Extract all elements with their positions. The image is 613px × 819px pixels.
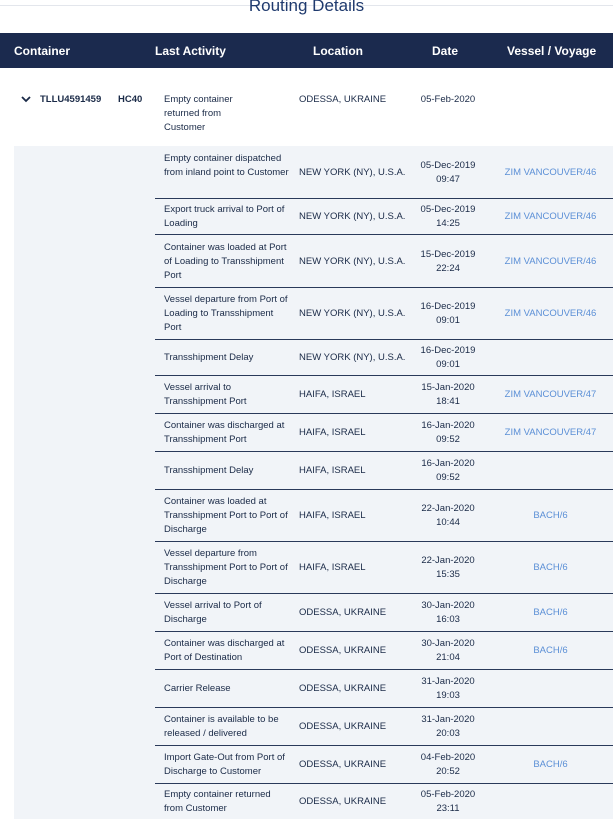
event-date-time: 16:03 [436,614,460,625]
event-row [155,146,613,199]
event-activity: Vessel arrival to Port of Discharge [164,600,262,625]
event-activity: Container was discharged at Transshipment Port [164,420,285,445]
event-date-day: 16-Dec-2019 [420,301,476,312]
vessel-voyage-link[interactable]: ZIM VANCOUVER/46 [504,166,597,178]
event-date-time: 22:24 [436,262,460,274]
event-location: NEW YORK (NY), U.S.A. [299,255,406,267]
event-activity: Empty container dispatched from inland point to Customer [164,152,289,178]
event-activity: Carrier Release [164,683,231,694]
vessel-voyage-link[interactable]: ZIM VANCOUVER/46 [504,255,597,267]
event-date [408,554,488,582]
event-date-day: 15-Dec-2019 [420,248,476,260]
event-location: HAIFA, ISRAEL [299,510,366,521]
event-date-day: 04-Feb-2020 [420,752,476,763]
event-row [155,340,613,376]
event-row [155,594,613,632]
event-row [155,670,613,708]
event-date [408,381,488,409]
event-date-day: 22-Jan-2020 [421,555,475,566]
event-date-time: 21:04 [436,652,460,663]
event-date-time: 15:35 [436,569,460,580]
event-date-time: 09:52 [436,472,460,483]
column-header-vessel-voyage: Vessel / Voyage [507,44,597,58]
event-date [408,419,488,447]
vessel-voyage-link[interactable]: BACH/6 [533,645,568,656]
event-row [155,199,613,235]
event-date-time: 19:03 [436,690,460,701]
event-location: ODESSA, UKRAINE [299,683,387,694]
event-date-time: 18:41 [436,396,460,407]
event-date-day: 05-Dec-2019 [420,204,476,215]
event-location: HAIFA, ISRAEL [299,562,366,573]
vessel-voyage-link[interactable]: ZIM VANCOUVER/46 [504,308,597,319]
event-date [408,300,488,328]
event-date-time: 09:52 [436,434,460,445]
event-date-day: 15-Jan-2020 [421,382,475,393]
event-date [408,203,488,231]
event-row [155,452,613,490]
event-location: NEW YORK (NY), U.S.A. [299,308,406,319]
event-location: NEW YORK (NY), U.S.A. [299,166,406,178]
event-activity: Vessel departure from Transshipment Port to Port of Discharge [164,548,288,587]
event-activity: Transshipment Delay [164,352,254,363]
summary-location: ODESSA, UKRAINE [299,94,387,105]
event-date-time: 09:01 [436,315,460,326]
event-date-time: 20:03 [436,728,460,739]
event-activity: Export truck arrival to Port of Loading [164,204,285,229]
event-date [408,159,488,187]
column-header-date: Date [432,44,459,58]
event-row [155,414,613,452]
event-date [408,248,488,276]
vessel-voyage-link[interactable]: ZIM VANCOUVER/47 [504,427,597,438]
event-date-day: 22-Jan-2020 [421,503,475,514]
vessel-voyage-link[interactable]: BACH/6 [533,759,568,770]
vessel-voyage-link[interactable]: BACH/6 [533,607,568,618]
event-location: ODESSA, UKRAINE [299,795,387,807]
event-row [155,746,613,784]
event-activity: Vessel departure from Port of Loading to Transshipment Port [164,294,288,333]
event-date-time: 23:11 [436,802,460,814]
vessel-voyage-link[interactable]: ZIM VANCOUVER/46 [504,211,597,222]
event-row [155,490,613,542]
event-row [155,376,613,414]
event-date [408,344,488,372]
event-location: ODESSA, UKRAINE [299,607,387,618]
event-date [408,599,488,627]
event-date [408,788,488,816]
column-header-location: Location [313,44,363,58]
column-header-last-activity: Last Activity [155,44,226,58]
event-date-time: 14:25 [436,218,460,229]
event-date [408,751,488,779]
event-date-day: 05-Dec-2019 [420,159,476,171]
event-location: HAIFA, ISRAEL [299,389,366,400]
summary-date: 05-Feb-2020 [420,94,476,105]
vessel-voyage-link[interactable]: ZIM VANCOUVER/47 [504,389,597,400]
event-activity: Container is available to be released / delivered [164,714,279,739]
event-activity: Vessel arrival to Transshipment Port [164,382,247,407]
summary-activity: Empty container returned from Customer [164,94,233,133]
event-location: HAIFA, ISRAEL [299,465,366,476]
event-location: HAIFA, ISRAEL [299,427,366,438]
event-date-time: 09:01 [436,359,460,370]
container-id: TLLU4591459 [40,94,102,105]
event-date-day: 30-Jan-2020 [421,600,475,611]
event-date-day: 31-Jan-2020 [421,676,475,687]
container-summary-row[interactable] [0,68,613,146]
vessel-voyage-link[interactable]: BACH/6 [533,510,568,521]
vessel-voyage-link[interactable]: BACH/6 [533,562,568,573]
event-row [155,235,613,288]
table-header [0,33,613,68]
event-activity: Transshipment Delay [164,465,254,476]
event-date [408,457,488,485]
event-date [408,675,488,703]
event-date [408,713,488,741]
event-date [408,637,488,665]
page-title: Routing Details [248,0,365,15]
event-activity: Container was loaded at Transshipment Port to Port of Discharge [164,496,288,535]
event-date-time: 20:52 [436,766,460,777]
event-row [155,708,613,746]
event-date-day: 16-Dec-2019 [420,345,476,356]
event-date-day: 05-Feb-2020 [420,788,476,800]
event-date [408,502,488,530]
column-header-container: Container [14,44,71,58]
event-location: ODESSA, UKRAINE [299,645,387,656]
event-activity: Container was loaded at Port of Loading to Transshipment Port [164,241,287,281]
event-activity: Import Gate-Out from Port of Discharge to Customer [164,752,285,777]
event-location: ODESSA, UKRAINE [299,759,387,770]
event-activity: Empty container returned from Customer [164,789,271,814]
event-location: ODESSA, UKRAINE [299,721,387,732]
event-date-day: 31-Jan-2020 [421,714,475,725]
event-activity: Container was discharged at Port of Destination [164,638,285,663]
event-date-time: 09:47 [436,173,460,185]
event-date-day: 16-Jan-2020 [421,420,475,431]
chevron-down-icon[interactable] [20,94,32,104]
event-row [155,542,613,594]
event-date-day: 16-Jan-2020 [421,458,475,469]
event-date-day: 30-Jan-2020 [421,638,475,649]
event-row [155,784,613,818]
event-row [155,632,613,670]
event-date-time: 10:44 [436,517,460,528]
event-location: NEW YORK (NY), U.S.A. [299,211,406,222]
event-location: NEW YORK (NY), U.S.A. [299,352,406,363]
container-type: HC40 [118,94,143,105]
event-row [155,288,613,340]
